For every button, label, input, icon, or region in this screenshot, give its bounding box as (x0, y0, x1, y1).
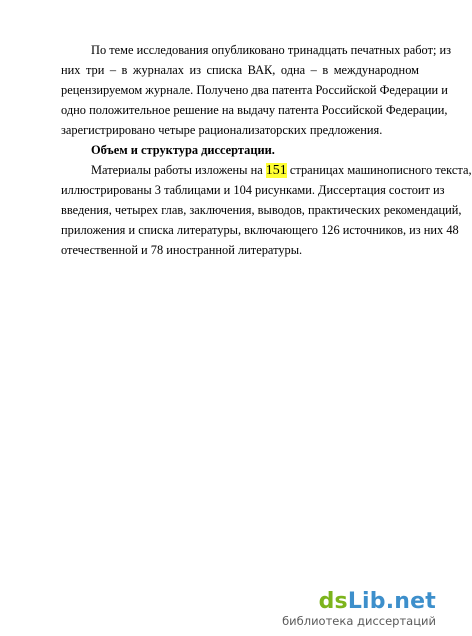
paragraph-2-line-1-end: страницах машинописного текста, (286, 163, 472, 177)
dslib-watermark[interactable] (282, 590, 436, 628)
logo-lib: Lib (347, 589, 386, 614)
logo-tagline: библиотека диссертаций (282, 614, 436, 628)
paragraph-2-line-3: введения, четырех глав, заключения, выводов, практических рекомендаций, (61, 203, 462, 217)
paragraph-1-line-3: рецензируемом журнале. Получено два патента Российской Федерации и (61, 83, 448, 97)
dslib-logo[interactable] (282, 590, 436, 614)
paragraph-1-line-4: одно положительное решение на выдачу патента Российской Федерации, (61, 103, 448, 117)
paragraph-1-line-5: зарегистрировано четыре рационализаторских предложения. (61, 123, 383, 137)
logo-net: .net (385, 589, 436, 614)
paragraph-2-line-4: приложения и списка литературы, включающего 126 источников, из них 48 (61, 223, 459, 237)
paragraph-2-line-5: отечественной и 78 иностранной литературы. (61, 243, 303, 257)
paragraph-2-line-1 (91, 160, 472, 181)
paragraph-2-line-2: иллюстрированы 3 таблицами и 104 рисунками. Диссертация состоит из (61, 183, 445, 197)
paragraph-1-line-1: По теме исследования опубликовано тринадцать печатных работ; из (91, 43, 452, 57)
paragraph-2-line-1-start: Материалы работы изложены на (91, 163, 266, 177)
highlighted-page-count: 151 (265, 163, 287, 178)
paragraph-1-line-2: них три – в журналах из списка ВАК, одна – в международном (61, 63, 419, 77)
logo-ds: ds (318, 589, 348, 614)
section-heading: Объем и структура диссертации. (91, 143, 275, 157)
